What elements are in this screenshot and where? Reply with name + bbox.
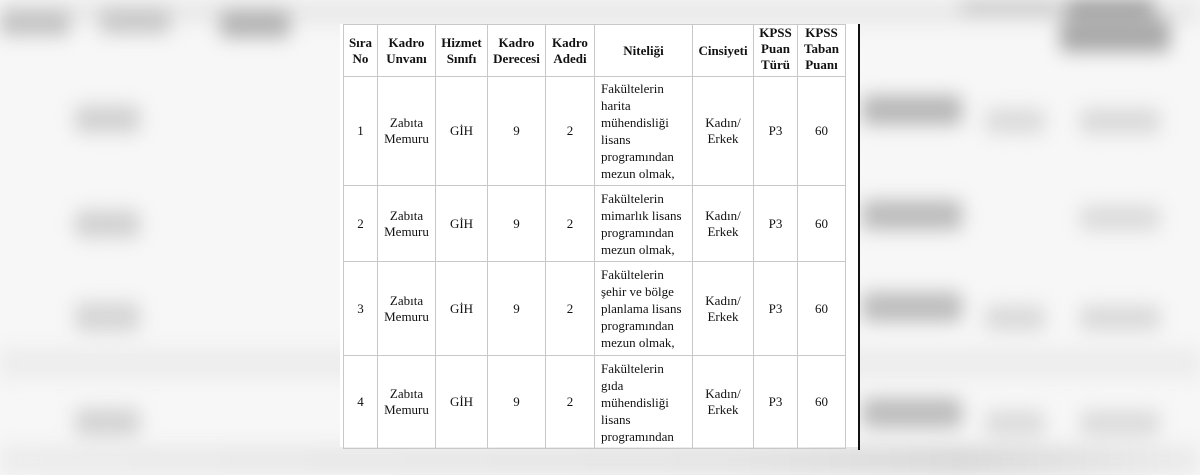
header-niteligi: Niteliği <box>595 25 693 77</box>
cell-kadro-derecesi: 9 <box>488 186 546 262</box>
table-row <box>344 262 846 356</box>
cell-kadro-adedi: 2 <box>546 77 595 186</box>
blurred-blob <box>1065 0 1155 14</box>
cell-cinsiyeti: Kadın/ Erkek <box>693 186 754 262</box>
cell-kadro-derecesi: 9 <box>488 356 546 449</box>
cell-hizmet-sinifi: GİH <box>436 356 488 449</box>
cell-kadro-derecesi: 9 <box>488 262 546 356</box>
cell-kadro-unvani: Zabıta Memuru <box>378 77 436 186</box>
blurred-blob <box>985 108 1045 134</box>
blurred-blob <box>100 8 170 34</box>
cell-kpss-puan-turu: P3 <box>754 262 798 356</box>
cell-hizmet-sinifi: GİH <box>436 77 488 186</box>
kadro-table <box>343 24 846 449</box>
blurred-blob <box>1080 108 1160 134</box>
document-right-edge <box>858 24 860 450</box>
header-cinsiyeti: Cinsiyeti <box>693 25 754 77</box>
cell-cinsiyeti: Kadın/ Erkek <box>693 77 754 186</box>
cell-kadro-adedi: 2 <box>546 356 595 449</box>
cell-kpss-puan-turu: P3 <box>754 77 798 186</box>
cell-cinsiyeti: Kadın/ Erkek <box>693 262 754 356</box>
blurred-blob <box>75 408 140 436</box>
cell-sira-no: 3 <box>344 262 378 356</box>
cell-kpss-taban-puani: 60 <box>798 356 846 449</box>
blurred-blob <box>960 0 1060 14</box>
blurred-blob <box>1060 18 1170 52</box>
blurred-blob <box>1080 305 1160 331</box>
blurred-blob <box>75 210 140 238</box>
blurred-blob <box>862 95 962 125</box>
cell-niteligi: Fakültelerin mimarlık lisans programından mezun olmak, <box>595 186 693 262</box>
cell-kadro-unvani: Zabıta Memuru <box>378 262 436 356</box>
document-sheet <box>340 24 859 447</box>
table-row <box>344 186 846 262</box>
blurred-blob <box>75 105 140 133</box>
cell-kadro-adedi: 2 <box>546 186 595 262</box>
table-header-row <box>344 25 846 77</box>
header-kadro-adedi: Kadro Adedi <box>546 25 595 77</box>
table-row <box>344 356 846 449</box>
blurred-blob <box>1080 205 1160 231</box>
blurred-blob <box>985 410 1045 436</box>
blurred-blob <box>220 10 290 38</box>
table-row <box>344 77 846 186</box>
blurred-bottom-band <box>0 445 1200 475</box>
cell-sira-no: 2 <box>344 186 378 262</box>
cell-niteligi: Fakültelerin şehir ve bölge planlama lisans programından mezun olmak, <box>595 262 693 356</box>
cell-kpss-puan-turu: P3 <box>754 186 798 262</box>
cell-sira-no: 4 <box>344 356 378 449</box>
blurred-blob <box>862 292 962 322</box>
header-kpss-puan-turu: KPSS Puan Türü <box>754 25 798 77</box>
header-kadro-unvani: Kadro Unvanı <box>378 25 436 77</box>
cell-kadro-adedi: 2 <box>546 262 595 356</box>
cell-niteligi: Fakültelerin harita mühendisliği lisans programından mezun olmak, <box>595 77 693 186</box>
header-kpss-taban-puani: KPSS Taban Puanı <box>798 25 846 77</box>
cell-kpss-taban-puani: 60 <box>798 262 846 356</box>
header-kadro-derecesi: Kadro Derecesi <box>488 25 546 77</box>
blurred-blob <box>0 10 70 36</box>
cell-cinsiyeti: Kadın/ Erkek <box>693 356 754 449</box>
cell-niteligi: Fakültelerin gıda mühendisliği lisans programından <box>595 356 693 449</box>
blurred-blob <box>862 398 962 428</box>
blurred-blob <box>985 305 1045 331</box>
cell-kadro-derecesi: 9 <box>488 77 546 186</box>
blurred-blob <box>1080 410 1160 436</box>
cell-hizmet-sinifi: GİH <box>436 186 488 262</box>
cell-kadro-unvani: Zabıta Memuru <box>378 186 436 262</box>
cell-kadro-unvani: Zabıta Memuru <box>378 356 436 449</box>
blurred-blob <box>75 302 140 332</box>
cell-hizmet-sinifi: GİH <box>436 262 488 356</box>
cell-sira-no: 1 <box>344 77 378 186</box>
header-sira-no: Sıra No <box>344 25 378 77</box>
cell-kpss-taban-puani: 60 <box>798 186 846 262</box>
blurred-blob <box>862 200 962 230</box>
cell-kpss-taban-puani: 60 <box>798 77 846 186</box>
cell-kpss-puan-turu: P3 <box>754 356 798 449</box>
header-hizmet-sinifi: Hizmet Sınıfı <box>436 25 488 77</box>
